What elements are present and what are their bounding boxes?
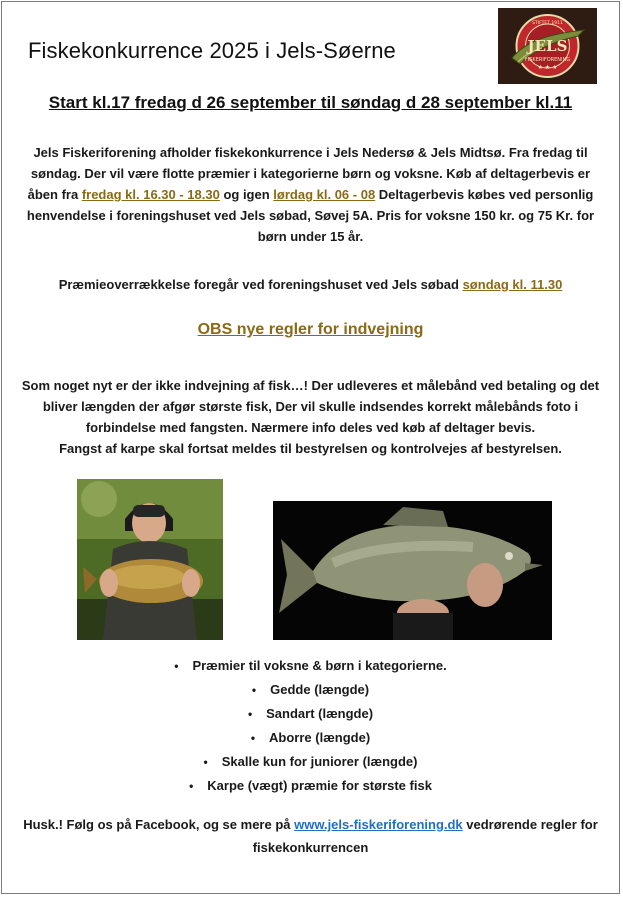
svg-text:★ ★ ★: ★ ★ ★	[537, 64, 558, 71]
prize-category-list	[2, 654, 619, 798]
bullet-icon: •	[189, 779, 194, 793]
footer-note	[16, 813, 605, 859]
rules-line-1: Som noget nyt er der ikke indvejning af fisk…! Der udleveres et målebånd ved betaling og det bliver længden der afgør største fisk, Der vil skulle indsendes korrekt målebånds foto i forbindelse med fangsten. Nærmere info deles ved køb af deltager bevis.	[21, 378, 600, 435]
rules-line-2: Fangst af karpe skal fortsat meldes til bestyrelsen og kontrolvejes af bestyrelsen.	[59, 441, 562, 456]
svg-text:STIFTET 1911: STIFTET 1911	[532, 21, 563, 26]
footer-text-before: Husk.! Følg os på Facebook, og se mere på	[23, 817, 295, 832]
bullet-icon: •	[203, 755, 208, 769]
intro-text-2: og igen	[219, 187, 274, 202]
carp-angler-photo	[77, 479, 223, 640]
event-dates-heading: Start kl.17 fredag d 26 september til søndag d 28 september kl.11	[48, 93, 573, 112]
rules-paragraph	[16, 375, 605, 459]
page-title: Fiskekonkurrence 2025 i Jels-Søerne	[28, 38, 396, 63]
bullet-text: Karpe (vægt) præmie for største fisk	[207, 778, 432, 793]
svg-text:JELS: JELS	[527, 37, 568, 55]
intro-paragraph	[16, 142, 605, 247]
svg-text:FISKERIFORENING: FISKERIFORENING	[524, 57, 571, 63]
list-item	[2, 702, 619, 726]
footer-text-after: vedrørende regler for fiskekonkurrencen	[252, 817, 598, 855]
bullet-text: Skalle kun for juniorer (længde)	[221, 754, 418, 769]
website-link[interactable]: www.jels-fiskeriforening.dk	[294, 817, 463, 832]
bullet-icon: •	[174, 659, 179, 673]
bullet-icon: •	[250, 731, 256, 745]
list-item	[2, 654, 619, 678]
intro-text-1: Jels Fiskeriforening afholder fiskekonkurrence i Jels Nedersø & Jels Midtsø. Fra fredag til søndag. Der vil være flotte præmier i kategorierne børn og voksne. Køb af deltagerbevis er åben fra	[27, 145, 591, 202]
list-item	[2, 750, 619, 774]
bullet-text: Præmier til voksne & børn i kategorierne.	[192, 658, 447, 673]
saturday-time-highlight: lørdag kl. 06 - 08	[273, 187, 376, 202]
club-logo	[498, 8, 597, 84]
bullet-text: Aborre (længde)	[269, 730, 371, 745]
obs-heading: OBS nye regler for indvejning	[197, 321, 424, 338]
zander-photo	[273, 501, 552, 640]
flyer-page	[1, 1, 620, 894]
friday-time-highlight: fredag kl. 16.30 - 18.30	[81, 187, 220, 202]
logo-emblem-icon	[498, 8, 597, 84]
list-item	[2, 726, 619, 750]
award-text: Præmieoverrækkelse foregår ved foreningshuset ved Jels søbad	[58, 277, 463, 292]
bullet-text: Gedde (længde)	[270, 682, 370, 697]
bullet-icon: •	[247, 707, 253, 721]
intro-text-3: Deltagerbevis købes ved personlig henvendelse i foreningshuset ved Jels søbad, Søvej 5A. Pris for voksne 150 kr. og 75 Kr. for børn under 15 år.	[26, 187, 595, 244]
bullet-text: Sandart (længde)	[266, 706, 374, 721]
list-item	[2, 774, 619, 798]
bullet-icon: •	[251, 683, 257, 697]
award-time-highlight: søndag kl. 11.30	[462, 277, 563, 292]
list-item	[2, 678, 619, 702]
award-paragraph	[16, 274, 605, 295]
